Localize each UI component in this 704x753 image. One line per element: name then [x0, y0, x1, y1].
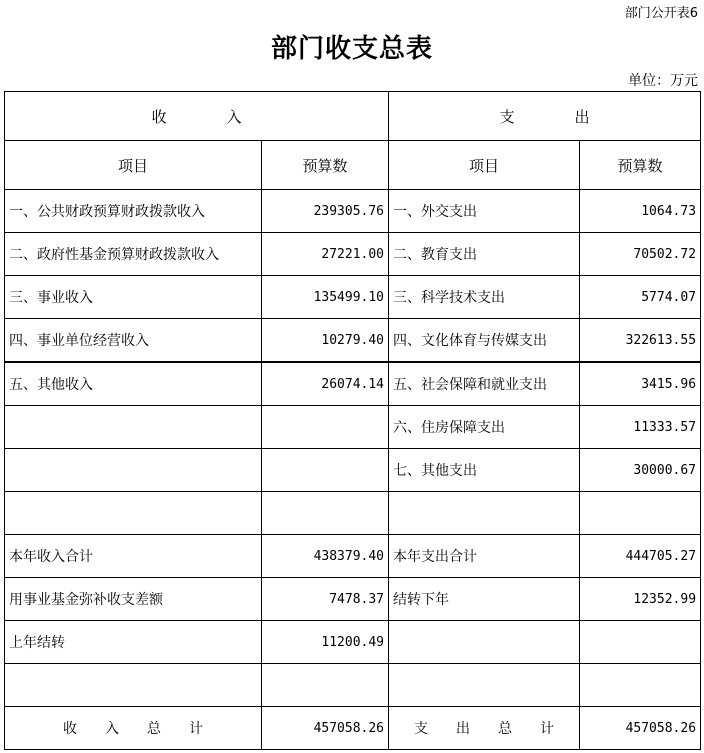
expense-section-header: 支 出 — [389, 92, 701, 141]
table-row — [5, 362, 701, 406]
expense-label: 四、文化体育与传媒支出 — [389, 319, 580, 363]
table-number-label: 部门公开表6 — [624, 6, 698, 21]
income-value: 239305.76 — [262, 190, 389, 233]
income-value: 26074.14 — [262, 362, 389, 406]
income-expense-table — [4, 91, 701, 750]
income-label: 四、事业单位经营收入 — [5, 319, 262, 363]
expense-value: 70502.72 — [580, 233, 701, 276]
expense-value: 11333.57 — [580, 406, 701, 449]
income-total-label: 收 入 总 计 — [5, 707, 262, 750]
table-row — [5, 190, 701, 233]
income-section-header: 收 入 — [5, 92, 389, 141]
expense-label: 一、外交支出 — [389, 190, 580, 233]
expense-value — [580, 621, 701, 664]
expense-value: 444705.27 — [580, 535, 701, 578]
income-label: 一、公共财政预算财政拨款收入 — [5, 190, 262, 233]
expense-label: 五、社会保障和就业支出 — [389, 362, 580, 406]
income-value — [262, 449, 389, 492]
table-row — [5, 233, 701, 276]
income-total-value: 457058.26 — [262, 707, 389, 750]
unit-label: 单位：万元 — [628, 73, 698, 89]
income-label — [5, 449, 262, 492]
income-budget-header: 预算数 — [262, 141, 389, 190]
expense-item-header: 项目 — [389, 141, 580, 190]
income-label: 上年结转 — [5, 621, 262, 664]
income-label: 用事业基金弥补收支差额 — [5, 578, 262, 621]
income-value — [262, 492, 389, 535]
expense-budget-header: 预算数 — [580, 141, 701, 190]
expense-total-value: 457058.26 — [580, 707, 701, 750]
expense-value: 12352.99 — [580, 578, 701, 621]
income-label — [5, 406, 262, 449]
income-label: 二、政府性基金预算财政拨款收入 — [5, 233, 262, 276]
expense-total-label: 支 出 总 计 — [389, 707, 580, 750]
expense-label — [389, 621, 580, 664]
expense-label: 三、科学技术支出 — [389, 276, 580, 319]
income-value — [262, 664, 389, 707]
income-label — [5, 492, 262, 535]
expense-value: 5774.07 — [580, 276, 701, 319]
table-row — [5, 449, 701, 492]
income-item-header: 项目 — [5, 141, 262, 190]
expense-value — [580, 492, 701, 535]
table-row — [5, 578, 701, 621]
income-label: 本年收入合计 — [5, 535, 262, 578]
expense-label: 七、其他支出 — [389, 449, 580, 492]
totals-row — [5, 707, 701, 750]
table-row — [5, 319, 701, 363]
expense-label: 本年支出合计 — [389, 535, 580, 578]
income-value: 438379.40 — [262, 535, 389, 578]
table-row — [5, 621, 701, 664]
income-value: 11200.49 — [262, 621, 389, 664]
income-label: 五、其他收入 — [5, 362, 262, 406]
income-value — [262, 406, 389, 449]
expense-label: 六、住房保障支出 — [389, 406, 580, 449]
expense-value — [580, 664, 701, 707]
page-title: 部门收支总表 — [270, 34, 433, 64]
expense-label: 结转下年 — [389, 578, 580, 621]
expense-label — [389, 492, 580, 535]
income-value: 27221.00 — [262, 233, 389, 276]
table-row — [5, 406, 701, 449]
income-value: 7478.37 — [262, 578, 389, 621]
expense-value: 30000.67 — [580, 449, 701, 492]
income-value: 10279.40 — [262, 319, 389, 363]
table-row — [5, 535, 701, 578]
expense-label: 二、教育支出 — [389, 233, 580, 276]
income-label — [5, 664, 262, 707]
income-value: 135499.10 — [262, 276, 389, 319]
expense-value: 3415.96 — [580, 362, 701, 406]
table-row — [5, 492, 701, 535]
table-row — [5, 276, 701, 319]
income-label: 三、事业收入 — [5, 276, 262, 319]
expense-label — [389, 664, 580, 707]
expense-value: 322613.55 — [580, 319, 701, 363]
expense-value: 1064.73 — [580, 190, 701, 233]
table-row — [5, 664, 701, 707]
